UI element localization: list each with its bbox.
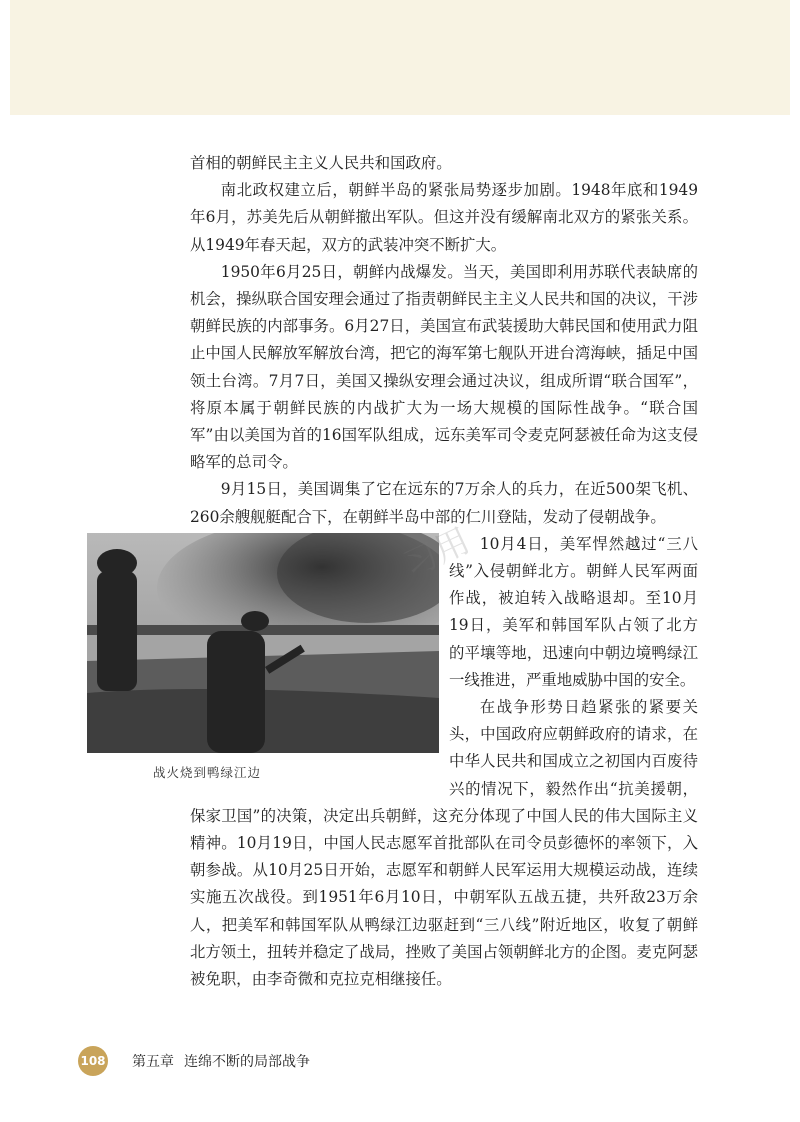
figure [87, 533, 443, 785]
paragraph-5: 10月4日，美军悍然越过“三八线”入侵朝鲜北方。朝鲜人民军两面作战，被迫转入战略退却。至10月19日，美军和韩国军队占领了北方的平壤等地，迅速向中朝边境鸭绿江一线推进，严重地威胁中国的安全。 [449, 534, 698, 689]
page-footer [78, 1046, 310, 1076]
paragraph-3: 1950年6月25日，朝鲜内战爆发。当天，美国即利用苏联代表缺席的机会，操纵联合国安理会通过了指责朝鲜民主主义人民共和国的决议，干涉朝鲜民族的内部事务。6月27日，美国宣布武装援助大韩民国和使用武力阻止中国人民解放军解放台湾，把它的海军第七舰队开进台湾海峡，插足中国领土台湾。7月7日，美国又操纵安理会通过决议，组成所谓“联合国军”，将原本属于朝鲜民族的内战扩大为一场大规模的国际性战争。“联合国军”由以美国为首的16国军队组成，远东美军司令麦克阿瑟被任命为这支侵略军的总司令。 [190, 262, 698, 472]
photo-caption: 战火烧到鸭绿江边 [153, 764, 262, 780]
paragraph-2: 南北政权建立后，朝鲜半岛的紧张局势逐步加剧。1948年底和1949年6月，苏美先后从朝鲜撤出军队。但这并没有缓解南北双方的紧张关系。从1949年春天起，双方的武装冲突不断扩大。 [190, 181, 698, 254]
paragraph-4: 9月15日，美国调集了它在远东的7万余人的兵力，在近500架飞机、260余艘舰艇配合下，在朝鲜半岛中部的仁川登陆，发动了侵朝战争。 [190, 480, 698, 526]
war-photo [87, 533, 439, 753]
header-band [10, 0, 790, 115]
chapter-number: 第五章 [132, 1054, 174, 1070]
paragraph-6: 在战争形势日趋紧张的紧要关头，中国政府应朝鲜政府的请求，在中华人民共和国成立之初国内百废待兴的情况下，毅然作出“抗美援朝，保家卫国”的决策，决定出兵朝鲜，这充分体现了中国人民的伟大国际主义精神。10月19日，中国人民志愿军首批部队在司令员彭德怀的率领下，入朝参战。从10月25日开始，志愿军和朝鲜人民军运用大规模运动战，连续实施五次战役。到1951年6月10日，中朝军队五战五捷，共歼敌23万余人，把美军和韩国军队从鸭绿江边驱赶到“三八线”附近地区，收复了朝鲜北方领土，扭转并稳定了战局，挫败了美国占领朝鲜北方的企图。麦克阿瑟被免职，由李奇微和克拉克相继接任。 [190, 698, 698, 989]
chapter-title: 连绵不断的局部战争 [184, 1054, 310, 1070]
paragraph-1: 首相的朝鲜民主主义人民共和国政府。 [190, 154, 452, 172]
watermark-text: 习用 [397, 520, 476, 586]
page-number-badge: 108 [78, 1046, 108, 1076]
chapter-label [132, 1051, 310, 1071]
